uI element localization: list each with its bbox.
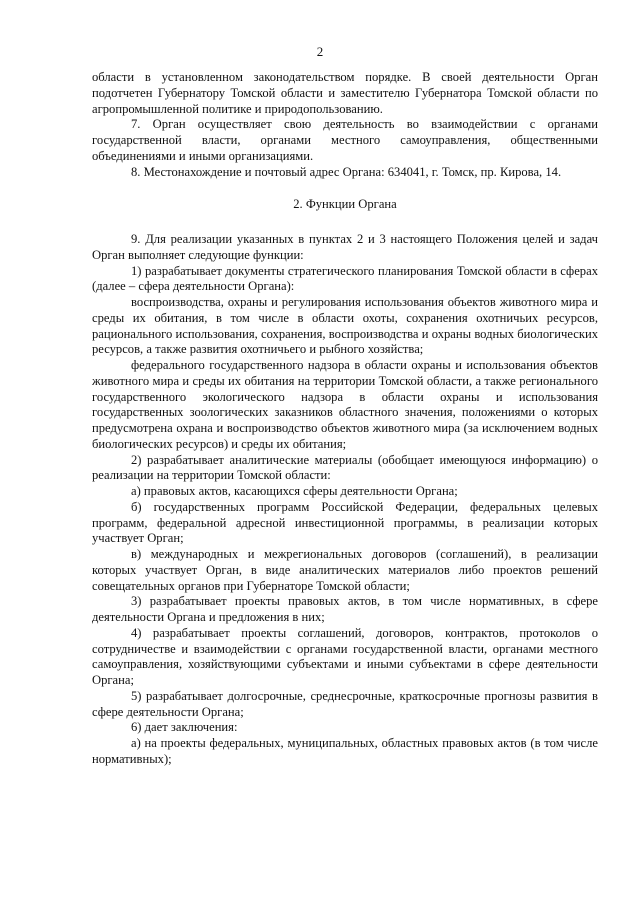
paragraph-sphere-reproduction: воспроизводства, охраны и регулирования использования объектов животного мира и среды их обитания, в том числе в области охоты, сохранения охотничьих ресурсов, рационального использования, сохранения, воспроизводства и охраны водных биологических ресурсов, а также развития охотничьего и рыбного хозяйства; <box>92 295 598 357</box>
section-heading: 2. Функции Органа <box>293 197 397 212</box>
paragraph-item-9: 9. Для реализации указанных в пунктах 2 и 3 настоящего Положения целей и задач Орган выполняет следующие функции: <box>92 232 598 262</box>
paragraph-subitem-4: 4) разрабатывает проекты соглашений, договоров, контрактов, протоколов о сотрудничестве и взаимодействии с органами государственной власти, органами местного самоуправления, хозяйствующими субъектами и иными субъектами в сфере деятельности Органа; <box>92 625 598 687</box>
paragraph-subitem-6: 6) дает заключения: <box>131 720 238 735</box>
paragraph-subitem-2c: в) международных и межрегиональных договоров (соглашений), в реализации которых участвует Орган, в виде аналитических материалов либо проектов решений совещательных органов при Губернаторе Томской области; <box>92 547 598 593</box>
paragraph-item-7: 7. Орган осуществляет свою деятельность во взаимодействии с органами государственной власти, органами местного самоуправления, общественными объединениями и иными организациями. <box>92 117 598 163</box>
page-number: 2 <box>316 44 324 59</box>
paragraph-subitem-2: 2) разрабатывает аналитические материалы (обобщает имеющуюся информацию) о реализации на территории Томской области: <box>92 452 598 483</box>
paragraph-continuation: области в установленном законодательством порядке. В своей деятельности Орган подотчетен Губернатору Томской области и заместителю Губернатора Томской области по агропромышленной политике и природопользованию. <box>92 70 598 116</box>
paragraph-subitem-1: 1) разрабатывает документы стратегического планирования Томской области в сферах (далее – сфера деятельности Органа): <box>92 263 598 294</box>
paragraph-subitem-2b: б) государственных программ Российской Федерации, федеральных целевых программ, федеральной адресной инвестиционной программы, в реализации которых участвует Орган; <box>92 499 598 546</box>
paragraph-subitem-6a: а) на проекты федеральных, муниципальных, областных правовых актов (в том числе нормативных); <box>92 736 598 766</box>
document-body <box>92 70 598 768</box>
paragraph-item-8: 8. Местонахождение и почтовый адрес Органа: 634041, г. Томск, пр. Кирова, 14. <box>131 164 562 179</box>
paragraph-subitem-3: 3) разрабатывает проекты правовых актов, в том числе нормативных, в сфере деятельности Органа и предложения в них; <box>92 594 598 624</box>
paragraph-sphere-supervision: федерального государственного надзора в области охраны и использования объектов животного мира и среды их обитания на территории Томской области, а также регионального государственного экологического надзора в области охраны и использования государственных зоологических заказников областного значения, положениями о которых предусмотрена охрана и воспроизводство объектов животного мира (за исключением водных биологических ресурсов) и среды их обитания; <box>92 358 598 451</box>
paragraph-subitem-5: 5) разрабатывает долгосрочные, среднесрочные, краткосрочные прогнозы развития в сфере деятельности Органа; <box>92 688 598 719</box>
paragraph-subitem-2a: а) правовых актов, касающихся сферы деятельности Органа; <box>131 484 458 498</box>
